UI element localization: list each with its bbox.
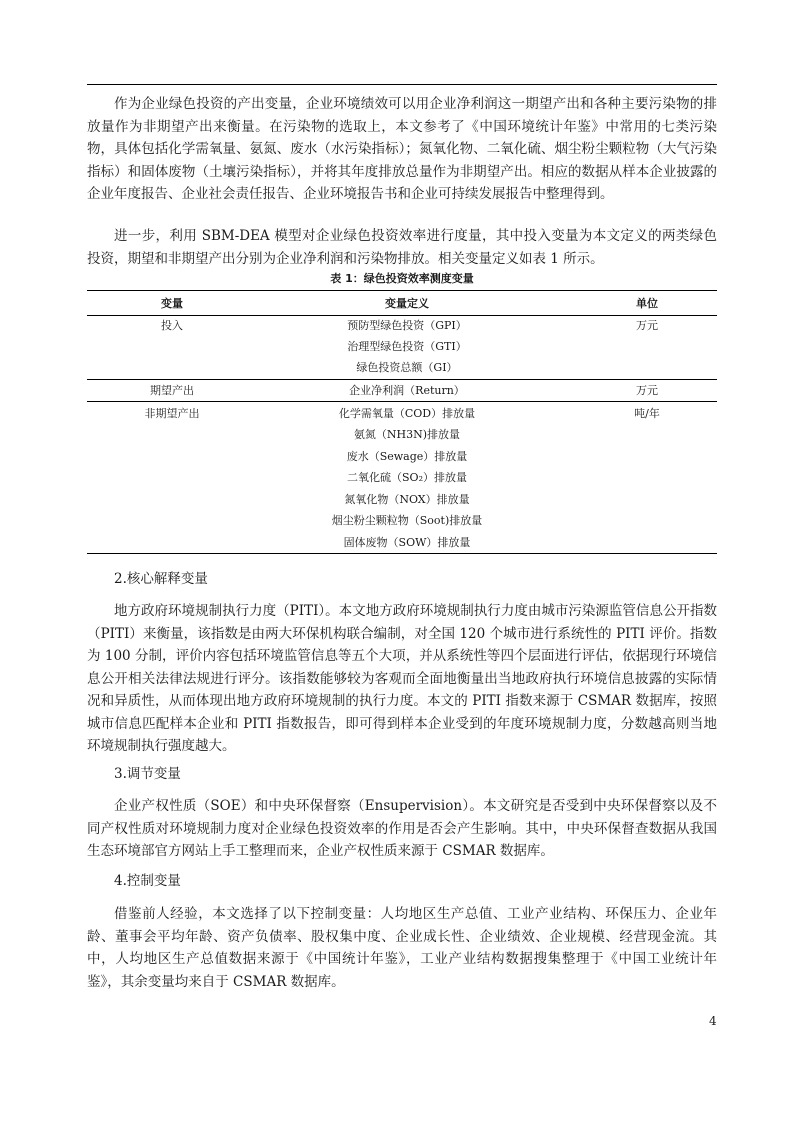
paragraph-output-variables: 作为企业绿色投资的产出变量，企业环境绩效可以用企业净利润这一期望产出和各种主要污染物的排放量作为非期望产出来衡量。在污染物的选取上，本文参考了《中国环境统计年鉴》中常用的七类污染物，具体包括化学需氧量、氨氮、废水（水污染指标）；氮氧化物、二氧化硫、烟尘粉尘颗粒物（大气污染指标）和固体废物（土壤污染指标），并将其年度排放总量作为非期望产出。相应的数据从样本企业披露的企业年度报告、企业社会责任报告、企业环境报告书和企业可持续发展报告中整理得到。 bbox=[87, 96, 717, 202]
paragraph-moderator: 企业产权性质（SOE）和中央环保督察（Ensupervision）。本文研究是否受到中央环保督察以及不同产权性质对环境规制力度对企业绿色投资效率的作用是否会产生影响。其中，中央环保督查数据从我国生态环境部官方网站上手工整理而来，企业产权性质来源于 CSMAR 数据库。 bbox=[87, 798, 717, 859]
group-var: 投入 bbox=[161, 319, 183, 332]
table-caption: 表 1：绿色投资效率测度变量 bbox=[330, 272, 474, 285]
group-unit: 万元 bbox=[636, 319, 658, 332]
header-var: 变量 bbox=[161, 297, 183, 310]
definition-cell: 二氧化硫（SO₂）排放量 bbox=[347, 471, 467, 484]
definition-cell: 废水（Sewage）排放量 bbox=[346, 450, 468, 463]
header-unit: 单位 bbox=[636, 297, 658, 310]
paragraph-piti: 地方政府环境规制执行力度（PITI）。本文地方政府环境规制执行力度由城市污染源监管信息公开指数（PITI）来衡量，该指数是由两大环保机构联合编制，对全国 120 个城市进行系统性的 PITI 评价。指数为 100 分制，评价内容包括环境监管信息等五个大项，并从系统性等四个层面进行评估，依据现行环境信息公开相关法律法规进行评分。该指数能够较为客观而全面地衡量出当地政府执行环境信息披露的实际情况和异质性，从而体现出地方政府环境规制的执行力度。本文的 PITI 指数来源于 CSMAR 数据库，按照城市信息匹配样本企业和 PITI 指数报告，即可得到样本企业受到的年度环境规制力度，分数越高则当地环境规制执行强度越大。 bbox=[87, 603, 717, 754]
section-heading-moderator: 3.调节变量 bbox=[114, 766, 181, 782]
table-bottom-rule bbox=[87, 553, 717, 554]
group-unit: 吨/年 bbox=[634, 407, 660, 420]
definition-cell: 绿色投资总额（GI） bbox=[356, 361, 458, 374]
header-rule bbox=[87, 84, 717, 85]
section-heading-core-variable: 2.核心解释变量 bbox=[114, 571, 208, 587]
paragraph-controls: 借鉴前人经验，本文选择了以下控制变量：人均地区生产总值、工业产业结构、环保压力、企业年龄、董事会平均年龄、资产负债率、股权集中度、企业成长性、企业绩效、企业规模、经营现金流。其中，人均地区生产总值数据来源于《中国统计年鉴》，工业产业结构数据搜集整理于《中国工业统计年鉴》，其余变量均来自于 CSMAR 数据库。 bbox=[87, 906, 717, 990]
definition-cell: 氮氧化物（NOX）排放量 bbox=[344, 493, 470, 506]
definition-cell: 企业净利润（Return） bbox=[349, 384, 465, 397]
definition-cell: 治理型绿色投资（GTI） bbox=[347, 340, 467, 353]
definition-cell: 氨氮（NH3N)排放量 bbox=[353, 428, 461, 441]
paragraph-sbm-dea: 进一步，利用 SBM-DEA 模型对企业绿色投资效率进行度量，其中投入变量为本文定义的两类绿色投资，期望和非期望产出分别为企业净利润和污染物排放。相关变量定义如表 1 所示。 bbox=[87, 228, 717, 267]
section-heading-controls: 4.控制变量 bbox=[114, 873, 181, 889]
group-var: 非期望产出 bbox=[144, 407, 200, 420]
group-var: 期望产出 bbox=[150, 384, 194, 397]
definition-cell: 化学需氧量（COD）排放量 bbox=[338, 407, 476, 420]
definition-cell: 固体废物（SOW）排放量 bbox=[343, 536, 471, 549]
header-def: 变量定义 bbox=[385, 297, 429, 310]
table-top-rule bbox=[87, 290, 717, 291]
table-group-rule bbox=[87, 401, 717, 402]
definition-cell: 烟尘粉尘颗粒物（Soot)排放量 bbox=[331, 514, 483, 527]
group-unit: 万元 bbox=[636, 384, 658, 397]
page-number: 4 bbox=[709, 1014, 717, 1028]
definition-cell: 预防型绿色投资（GPI） bbox=[347, 319, 467, 332]
